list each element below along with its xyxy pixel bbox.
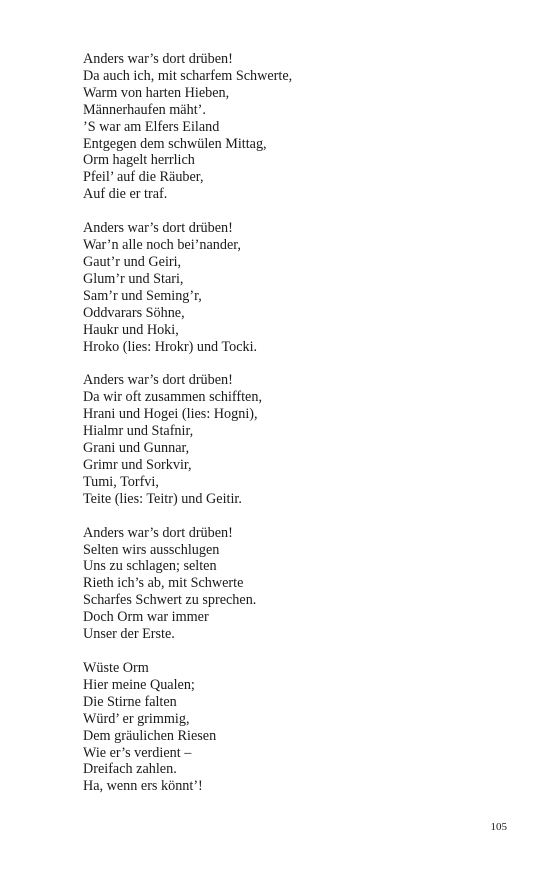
poem-line: Auf die er traf.: [83, 186, 168, 203]
poem-line: Die Stirne falten: [83, 693, 177, 710]
poem-line: Wüste Orm: [83, 660, 149, 676]
poem-line: Anders war’s dort drüben!: [83, 220, 233, 237]
poem-line: Sam’r und Seming’r,: [83, 287, 202, 304]
stanza: [83, 660, 503, 795]
poem-line: Da auch ich, mit scharfem Schwerte,: [83, 67, 293, 84]
poem-line: Gaut’r und Geiri,: [83, 253, 182, 270]
stanza: [83, 372, 503, 507]
stanza: [83, 220, 503, 355]
poem-line: Haukr und Hoki,: [83, 321, 179, 338]
poem-line: Würd’ er grimmig,: [83, 710, 190, 727]
poem-line: Teite (lies: Teitr) und Geitir.: [83, 490, 242, 507]
poem-line: Anders war’s dort drüben!: [83, 51, 233, 67]
poem-line: Pfeil’ auf die Räuber,: [83, 169, 204, 186]
stanza: [83, 525, 503, 643]
poem-line: Selten wirs ausschlugen: [83, 541, 220, 558]
poem-line: Warm von harten Hieben,: [83, 84, 230, 101]
poem-line: Unser der Erste.: [83, 626, 175, 643]
poem-line: Hialmr und Stafnir,: [83, 423, 194, 440]
poem: [83, 51, 503, 812]
poem-line: Ha, wenn ers könnt’!: [83, 778, 203, 795]
poem-line: Tumi, Torfvi,: [83, 473, 159, 490]
poem-line: Grani und Gunnar,: [83, 440, 190, 457]
poem-line: Da wir oft zusammen schifften,: [83, 389, 262, 406]
poem-line: Rieth ich’s ab, mit Schwerte: [83, 575, 244, 592]
poem-line: Glum’r und Stari,: [83, 270, 184, 287]
poem-line: Anders war’s dort drüben!: [83, 372, 233, 389]
poem-line: Wie er’s verdient –: [83, 744, 192, 761]
poem-line: Hrani und Hogei (lies: Hogni),: [83, 406, 258, 423]
poem-line: Anders war’s dort drüben!: [83, 524, 233, 541]
poem-line: Grimr und Sorkvir,: [83, 456, 192, 473]
poem-line: Doch Orm war immer: [83, 609, 209, 626]
poem-line: War’n alle noch bei’nander,: [83, 237, 241, 254]
stanza: [83, 51, 503, 203]
page-number: 105: [490, 821, 507, 833]
poem-line: Oddvarars Söhne,: [83, 304, 185, 321]
poem-line: Orm hagelt herrlich: [83, 152, 195, 169]
poem-line: Entgegen dem schwülen Mittag,: [83, 135, 267, 152]
poem-line: ’S war am Elfers Eiland: [83, 118, 220, 135]
poem-line: Uns zu schlagen; selten: [83, 558, 217, 575]
poem-line: Hier meine Qualen;: [83, 676, 195, 693]
poem-line: Scharfes Schwert zu sprechen.: [83, 592, 257, 609]
poem-line: Dem gräulichen Riesen: [83, 727, 217, 744]
poem-line: Männerhaufen mäht’.: [83, 101, 206, 118]
poem-line: Hroko (lies: Hrokr) und Tocki.: [83, 338, 258, 355]
poem-line: Dreifach zahlen.: [83, 761, 177, 778]
